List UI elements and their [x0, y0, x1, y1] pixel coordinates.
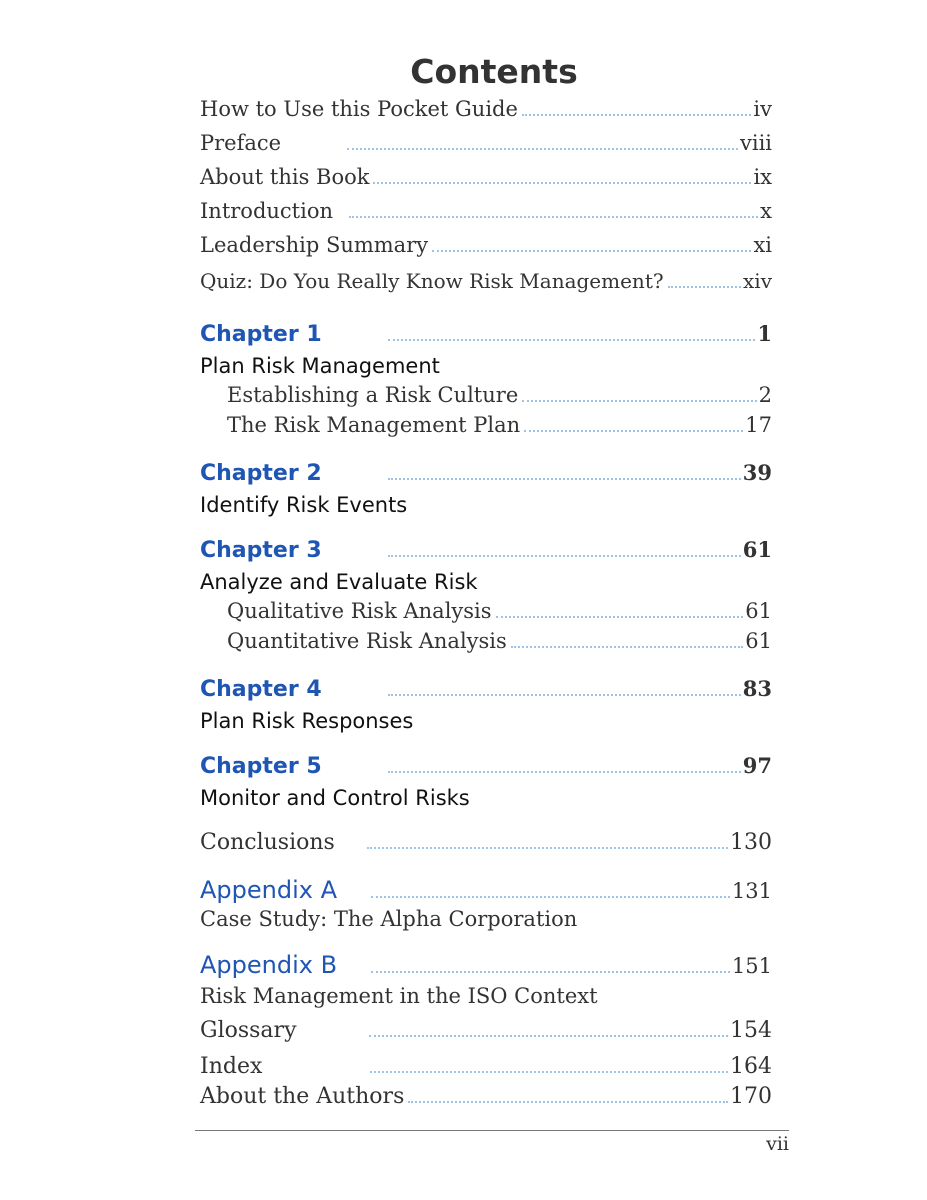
toc-entry-label: Conclusions	[200, 830, 335, 855]
toc-chapter-3[interactable]	[200, 537, 772, 569]
toc-entry-page: x	[760, 199, 772, 223]
toc-chapter-5[interactable]	[200, 753, 772, 785]
toc-entry-conclusions[interactable]	[200, 830, 772, 862]
toc-entry-page: 164	[730, 1054, 772, 1079]
toc-entry-page: 83	[742, 676, 772, 701]
toc-entry-label: About this Book	[200, 165, 370, 189]
chapter-2-title: Identify Risk Events	[200, 493, 408, 517]
toc-section-qualitative[interactable]	[227, 599, 772, 631]
chapter-label: Chapter 1	[200, 322, 322, 347]
chapter-4-title: Plan Risk Responses	[200, 709, 414, 733]
toc-section-quantitative[interactable]	[227, 629, 772, 661]
toc-entry-label: About the Authors	[200, 1084, 405, 1109]
toc-entry-page: 61	[745, 599, 772, 623]
toc-entry-preface[interactable]	[200, 131, 772, 163]
chapter-label: Chapter 3	[200, 538, 322, 563]
dot-leader	[373, 182, 751, 184]
dot-leader	[347, 148, 738, 150]
dot-leader	[388, 771, 741, 773]
dot-leader	[371, 971, 730, 973]
chapter-3-title: Analyze and Evaluate Risk	[200, 570, 478, 594]
appendix-label: Appendix B	[200, 951, 338, 979]
toc-entry-page: iv	[753, 97, 772, 121]
toc-entry-label: How to Use this Pocket Guide	[200, 97, 518, 121]
toc-entry-about-book[interactable]	[200, 165, 772, 197]
toc-entry-page: 61	[742, 537, 772, 562]
dot-leader	[511, 646, 743, 648]
dot-leader	[370, 1071, 728, 1073]
dot-leader	[388, 478, 741, 480]
dot-leader	[349, 216, 758, 218]
toc-chapter-4[interactable]	[200, 676, 772, 708]
toc-entry-page: 170	[730, 1084, 772, 1109]
toc-entry-how-to-use[interactable]	[200, 97, 772, 129]
toc-entry-index[interactable]	[200, 1054, 772, 1086]
page-title: Contents	[410, 52, 578, 91]
toc-entry-page: 1	[757, 321, 772, 346]
toc-entry-label: Index	[200, 1054, 263, 1079]
appendix-b-title: Risk Management in the ISO Context	[200, 984, 598, 1008]
chapter-5-title: Monitor and Control Risks	[200, 786, 470, 810]
appendix-a-title: Case Study: The Alpha Corporation	[200, 907, 578, 931]
toc-entry-page: 17	[745, 413, 772, 437]
dot-leader	[668, 286, 741, 288]
toc-entry-page: 131	[731, 879, 772, 903]
dot-leader	[367, 847, 728, 849]
toc-entry-introduction[interactable]	[200, 199, 772, 231]
toc-entry-leadership-summary[interactable]	[200, 233, 772, 265]
dot-leader	[524, 430, 743, 432]
toc-appendix-b[interactable]	[200, 951, 772, 983]
appendix-label: Appendix A	[200, 876, 338, 904]
dot-leader	[388, 694, 741, 696]
dot-leader	[369, 1035, 729, 1037]
toc-entry-page: 97	[742, 753, 772, 778]
toc-chapter-1[interactable]	[200, 321, 772, 353]
toc-entry-page: ix	[753, 165, 772, 189]
dot-leader	[388, 555, 741, 557]
chapter-label: Chapter 4	[200, 677, 322, 702]
chapter-label: Chapter 5	[200, 754, 322, 779]
toc-entry-page: 2	[758, 383, 772, 407]
dot-leader	[371, 896, 730, 898]
dot-leader	[522, 114, 751, 116]
page-number: vii	[766, 1133, 789, 1155]
toc-entry-page: 154	[730, 1018, 772, 1043]
toc-entry-page: 39	[742, 460, 772, 485]
toc-entry-label: Leadership Summary	[200, 233, 429, 257]
toc-entry-page: 61	[745, 629, 772, 653]
toc-appendix-a[interactable]	[200, 876, 772, 908]
toc-section-rm-plan[interactable]	[227, 413, 772, 445]
toc-entry-page: 151	[731, 954, 772, 978]
toc-entry-label: Qualitative Risk Analysis	[227, 599, 492, 623]
toc-entry-label: Introduction	[200, 199, 333, 223]
dot-leader	[432, 250, 751, 252]
chapter-label: Chapter 2	[200, 461, 322, 486]
toc-entry-label: Glossary	[200, 1018, 297, 1043]
toc-entry-about-authors[interactable]	[200, 1084, 772, 1116]
toc-chapter-2[interactable]	[200, 460, 772, 492]
toc-entry-label: Preface	[200, 131, 282, 155]
toc-entry-label: Quantitative Risk Analysis	[227, 629, 507, 653]
toc-entry-label: The Risk Management Plan	[227, 413, 521, 437]
toc-entry-glossary[interactable]	[200, 1018, 772, 1050]
toc-entry-page: viii	[739, 131, 772, 155]
dot-leader	[496, 616, 744, 618]
dot-leader	[522, 400, 756, 402]
toc-entry-quiz[interactable]	[200, 269, 772, 301]
dot-leader	[408, 1101, 728, 1103]
toc-entry-page: 130	[730, 830, 772, 855]
toc-entry-page: xiv	[743, 269, 772, 293]
dot-leader	[388, 339, 756, 341]
toc-entry-label: Quiz: Do You Really Know Risk Management?	[200, 269, 664, 293]
chapter-1-title: Plan Risk Management	[200, 354, 440, 378]
toc-entry-page: xi	[753, 233, 772, 257]
toc-section-risk-culture[interactable]	[227, 383, 772, 415]
footer-rule	[195, 1130, 789, 1131]
toc-entry-label: Establishing a Risk Culture	[227, 383, 519, 407]
